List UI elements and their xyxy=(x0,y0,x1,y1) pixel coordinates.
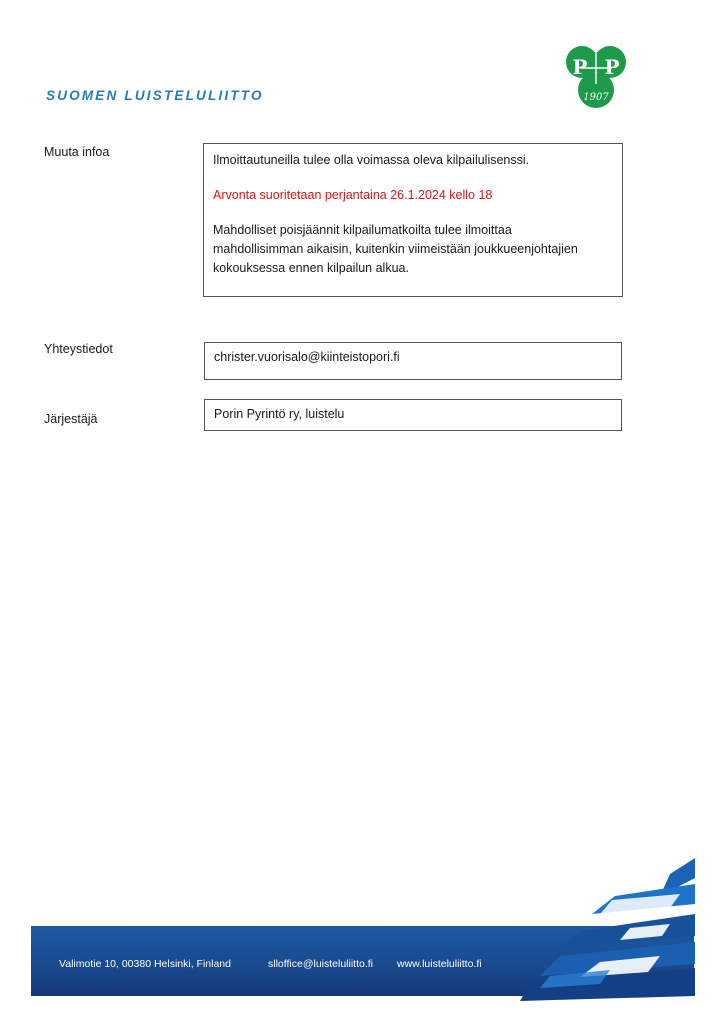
label-muuta-infoa: Muuta infoa xyxy=(44,145,110,159)
organizer-name: Porin Pyrintö ry, luistelu xyxy=(214,407,345,421)
organization-name: SUOMEN LUISTELULIITTO xyxy=(46,88,264,103)
info-cancellation-line-2: mahdollisimman aikaisin, kuitenkin viimeistään joukkueenjohtajien xyxy=(213,242,578,256)
info-cancellation-line-1: Mahdolliset poisjäännit kilpailumatkoilta tulee ilmoittaa xyxy=(213,223,512,237)
footer-email-link[interactable]: slloffice@luisteluliitto.fi xyxy=(268,958,374,970)
organizer-box xyxy=(204,399,622,431)
label-yhteystiedot: Yhteystiedot xyxy=(44,342,113,356)
info-draw-text: Arvonta suoritetaan perjantaina 26.1.2024 kello 18 xyxy=(213,188,493,202)
club-logo xyxy=(560,40,632,110)
logo-year: 1907 xyxy=(583,92,609,103)
info-cancellation-line-3: kokouksessa ennen kilpailun alkua. xyxy=(213,261,409,275)
contact-email[interactable]: christer.vuorisalo@kiinteistopori.fi xyxy=(214,350,400,364)
logo-letter-left: P xyxy=(572,55,588,79)
info-license-text: Ilmoittautuneilla tulee olla voimassa oleva kilpailulisenssi. xyxy=(213,153,530,167)
footer-address: Valimotie 10, 00380 Helsinki, Finland xyxy=(59,958,231,970)
footer-stripes-decoration xyxy=(520,856,700,1001)
label-jarjestaja: Järjestäjä xyxy=(44,412,98,426)
logo-letter-right: P xyxy=(604,55,620,79)
footer-website-link[interactable]: www.luisteluliitto.fi xyxy=(397,958,482,970)
info-box xyxy=(203,143,623,297)
contact-box xyxy=(204,342,622,380)
